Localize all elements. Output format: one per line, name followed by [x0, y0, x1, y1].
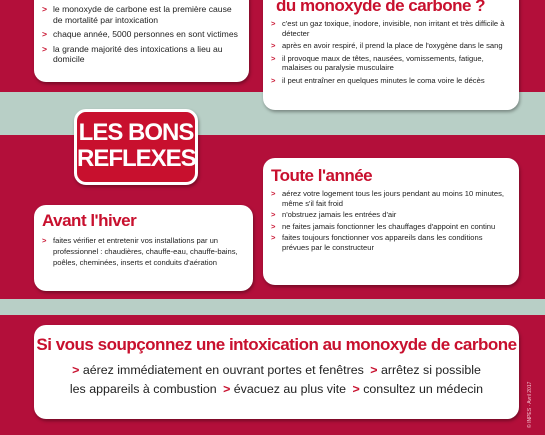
list-item: > le monoxyde de carbone est la première cause de mortalité par intoxication	[42, 4, 232, 25]
list-item: > il provoque maux de têtes, nausées, vomissements, fatigue, malaises ou paralysie musculaire	[271, 53, 484, 73]
list-item: > il peut entraîner en quelques minutes le coma voire le décès	[271, 75, 485, 85]
list-item: > la grande majorité des intoxications a lieu au domicile	[42, 43, 223, 64]
avant-hiver-list	[42, 236, 245, 268]
toute-annee-card	[263, 158, 519, 285]
list-item: > n'obstruez jamais les entrées d'air	[271, 210, 397, 220]
list-item: > chaque année, 5000 personnes en sont victimes	[42, 29, 238, 39]
avant-hiver-card	[34, 205, 253, 291]
badge-line-1: LES BONS	[78, 119, 194, 146]
intoxication-title: Si vous soupçonnez une intoxication au monoxyde de carbone	[36, 335, 517, 354]
intoxication-line-1: > aérez immédiatement en ouvrant portes et fenêtres > arrêtez si possible	[72, 363, 481, 377]
dangers-card	[263, 0, 519, 110]
dangers-title: du monoxyde de carbone ?	[276, 0, 486, 15]
list-item: > après en avoir respiré, il prend la place de l'oxygène dans le sang	[271, 41, 503, 51]
dangers-list	[271, 19, 511, 86]
toute-annee-list	[271, 189, 511, 253]
avant-hiver-title: Avant l'hiver	[42, 211, 137, 230]
stats-card	[34, 0, 249, 82]
badge-line-2: REFLEXES	[77, 145, 196, 172]
list-item: > aérez votre logement tous les jours pendant au moins 10 minutes, même s'il fait froid	[271, 189, 505, 208]
list-item: > ne faites jamais fonctionner les chauffages d'appoint en continu	[271, 221, 496, 231]
list-item: > c'est un gaz toxique, inodore, invisible, non irritant et très difficile à détecter	[271, 19, 505, 38]
list-item: > faites toujours fonctionner vos appareils dans les conditions prévues par le constructeur	[271, 233, 483, 252]
list-item: > faites vérifier et entretenir vos installations par un professionnel : chaudières, chauffe-eau, chauffe-bains, poêles, cheminées, inserts et conduits d'aération	[42, 236, 238, 267]
credit-text: © INPES · Avril 2017	[527, 381, 533, 428]
toute-annee-title: Toute l'année	[271, 166, 373, 185]
stats-list	[42, 4, 241, 65]
intoxication-line-2: les appareils à combustion > évacuez au plus vite > consultez un médecin	[69, 382, 484, 396]
bons-reflexes-badge	[74, 109, 198, 185]
intoxication-card	[34, 325, 519, 419]
